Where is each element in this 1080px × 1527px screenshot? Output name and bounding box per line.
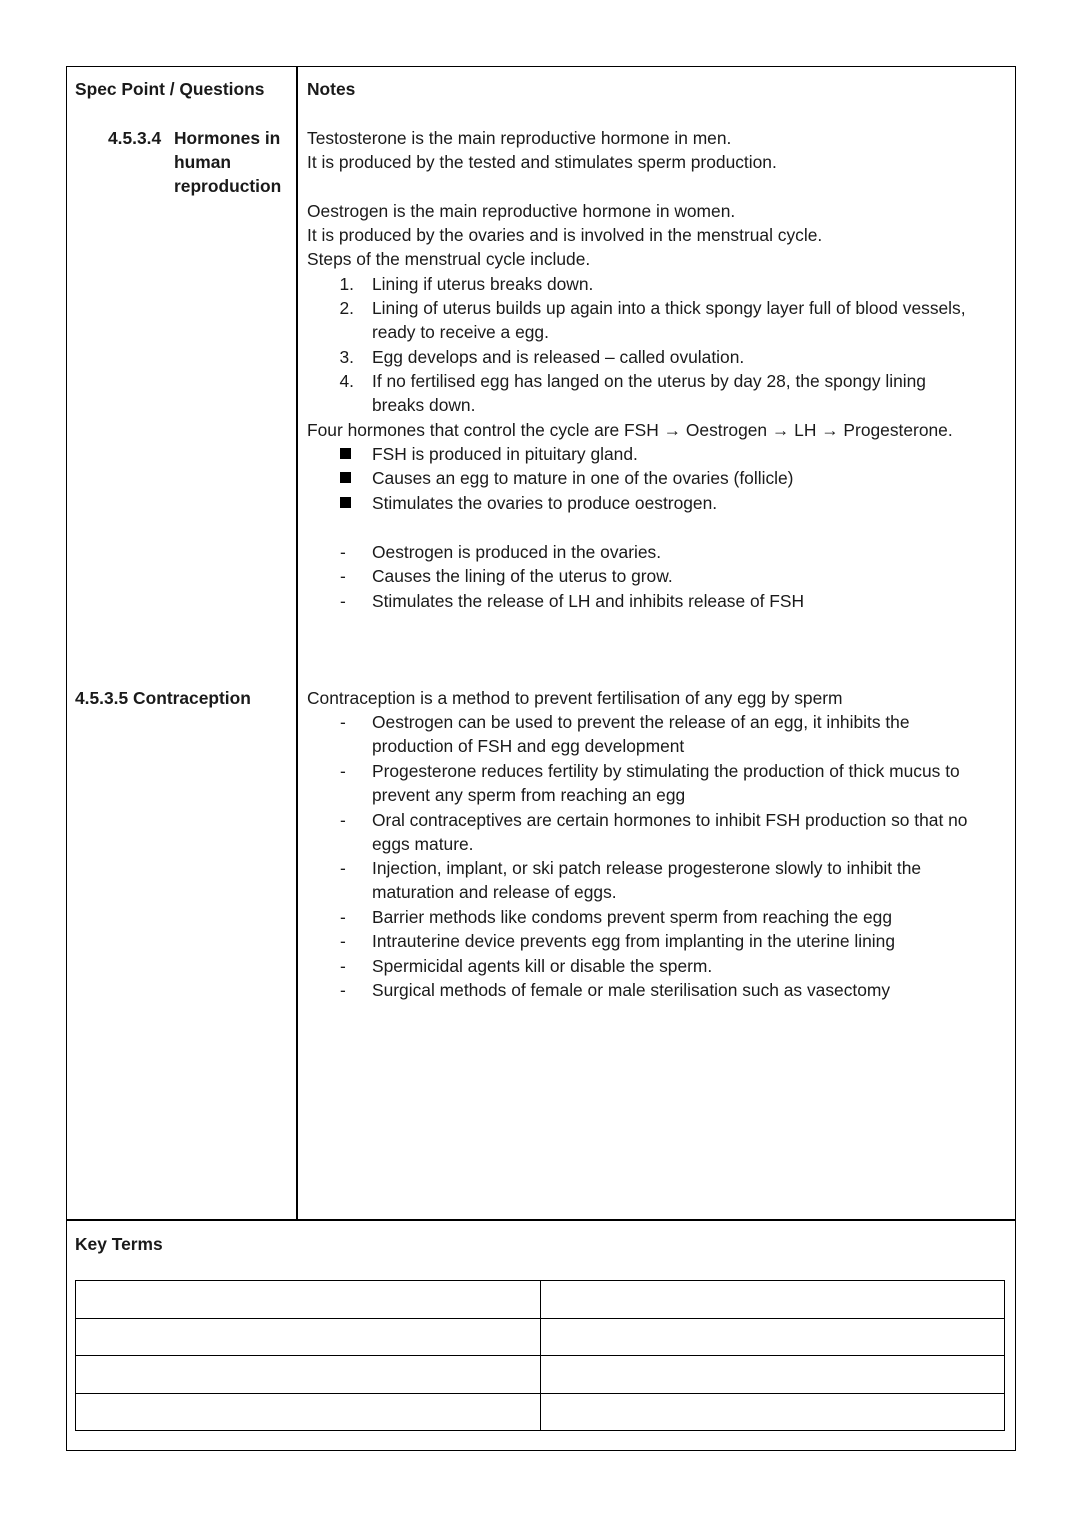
spec-title-line: Hormones in (174, 128, 281, 148)
key-terms-table (75, 1280, 1005, 1431)
step-number: 4. (339, 371, 354, 391)
dash-bullet-icon: - (340, 907, 346, 927)
fsh-bullet: FSH is produced in pituitary gland. (372, 444, 638, 464)
key-terms-title: Key Terms (75, 1234, 163, 1254)
notes-line: Steps of the menstrual cycle include. (307, 249, 591, 269)
dash-bullet-icon: - (340, 591, 346, 611)
dash-bullet-icon: - (340, 956, 346, 976)
contraception-bullet: maturation and release of eggs. (372, 882, 617, 902)
notes-header: Notes (307, 79, 356, 99)
contraception-bullet: Intrauterine device prevents egg from implanting in the uterine lining (372, 931, 895, 951)
contraception-bullet: Surgical methods of female or male sterilisation such as vasectomy (372, 980, 891, 1000)
definition-cell[interactable] (540, 1281, 1005, 1319)
dash-bullet-icon: - (340, 566, 346, 586)
contraception-bullet: eggs mature. (372, 834, 474, 854)
step-number: 3. (339, 347, 354, 367)
oestrogen-bullet: Causes the lining of the uterus to grow. (372, 566, 673, 586)
contraception-bullet: Spermicidal agents kill or disable the sperm. (372, 956, 713, 976)
dash-bullet-icon: - (340, 858, 346, 878)
table-row (76, 1318, 1005, 1356)
step-text: Egg develops and is released – called ovulation. (372, 347, 745, 367)
notes-line: Oestrogen is the main reproductive hormone in women. (307, 201, 736, 221)
step-text: Lining if uterus breaks down. (372, 274, 594, 294)
oestrogen-bullet: Stimulates the release of LH and inhibits release of FSH (372, 591, 805, 611)
spec-point-header: Spec Point / Questions (75, 79, 265, 99)
square-bullet-icon (340, 472, 351, 483)
key-terms-divider (66, 1219, 1016, 1221)
four-hormones-line: Four hormones that control the cycle are FSH → Oestrogen → LH → Progesterone. (307, 420, 953, 440)
column-divider (296, 66, 298, 1220)
table-row (76, 1281, 1005, 1319)
square-bullet-icon (340, 497, 351, 508)
dash-bullet-icon: - (340, 931, 346, 951)
key-term-cell[interactable] (76, 1393, 541, 1431)
contraception-bullet: Injection, implant, or ski patch release progesterone slowly to inhibit the (372, 858, 922, 878)
square-bullet-icon (340, 448, 351, 459)
step-number: 1. (339, 274, 354, 294)
contraception-bullet: Barrier methods like condoms prevent sperm from reaching the egg (372, 907, 893, 927)
oestrogen-bullet: Oestrogen is produced in the ovaries. (372, 542, 662, 562)
dash-bullet-icon: - (340, 542, 346, 562)
definition-cell[interactable] (540, 1356, 1005, 1394)
key-term-cell[interactable] (76, 1356, 541, 1394)
contraception-bullet: prevent any sperm from reaching an egg (372, 785, 686, 805)
dash-bullet-icon: - (340, 761, 346, 781)
definition-cell[interactable] (540, 1393, 1005, 1431)
table-row (76, 1356, 1005, 1394)
step-text: Lining of uterus builds up again into a thick spongy layer full of blood vessels, (372, 298, 966, 318)
fsh-bullet: Stimulates the ovaries to produce oestrogen. (372, 493, 718, 513)
key-term-cell[interactable] (76, 1318, 541, 1356)
contraception-bullet: Oestrogen can be used to prevent the release of an egg, it inhibits the (372, 712, 910, 732)
definition-cell[interactable] (540, 1318, 1005, 1356)
contraception-intro: Contraception is a method to prevent fertilisation of any egg by sperm (307, 688, 843, 708)
step-text: ready to receive a egg. (372, 322, 549, 342)
spec-code-4534: 4.5.3.4 (108, 128, 162, 148)
contraception-bullet: Oral contraceptives are certain hormones to inhibit FSH production so that no (372, 810, 968, 830)
step-number: 2. (339, 298, 354, 318)
fsh-bullet: Causes an egg to mature in one of the ovaries (follicle) (372, 468, 794, 488)
step-text: If no fertilised egg has langed on the uterus by day 28, the spongy lining (372, 371, 926, 391)
contraception-bullet: production of FSH and egg development (372, 736, 685, 756)
notes-line: It is produced by the tested and stimulates sperm production. (307, 152, 777, 172)
spec-title-line: human (174, 152, 232, 172)
dash-bullet-icon: - (340, 712, 346, 732)
dash-bullet-icon: - (340, 810, 346, 830)
key-term-cell[interactable] (76, 1281, 541, 1319)
notes-line: It is produced by the ovaries and is involved in the menstrual cycle. (307, 225, 823, 245)
notes-line: Testosterone is the main reproductive hormone in men. (307, 128, 732, 148)
dash-bullet-icon: - (340, 980, 346, 1000)
table-row (76, 1393, 1005, 1431)
spec-title-contraception: 4.5.3.5 Contraception (75, 688, 251, 708)
contraception-bullet: Progesterone reduces fertility by stimulating the production of thick mucus to (372, 761, 960, 781)
step-text: breaks down. (372, 395, 476, 415)
spec-title-line: reproduction (174, 176, 282, 196)
